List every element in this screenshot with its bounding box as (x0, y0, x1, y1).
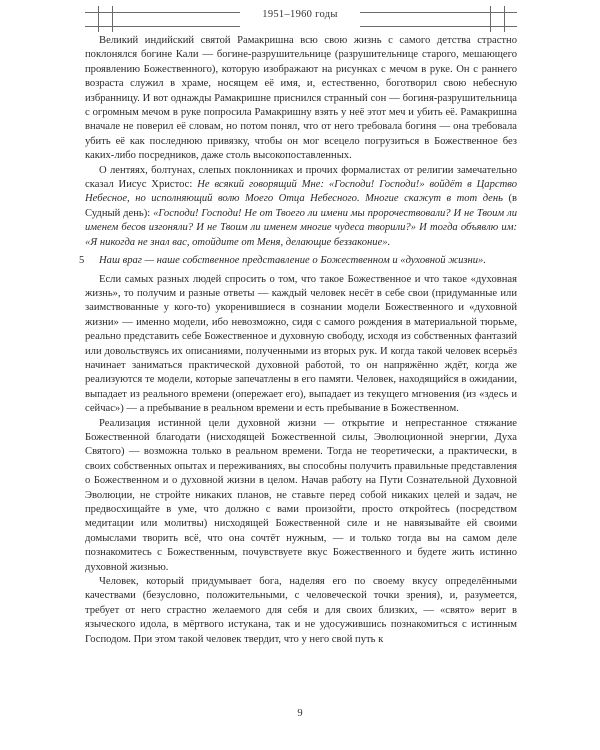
page-body (79, 34, 518, 647)
paragraph-idol: Человек, который придумывает бога, наделяя его по своему вкусу определёнными качествами (безусловно, положительными, с человеческой точки зрения), и, разумеется, требует от него страстно желаемого для себя и для своих близких, — «свято» верит в языческого идола, в мёртвого истукана, так и не удосужившись познакомиться с истинным Господом. При этом такой человек твердит, что у него свой путь к (85, 576, 517, 645)
paragraph-models: Если самых разных людей спросить о том, что такое Божественное и что такое «духовная жизнь», то получим и разные ответы — каждый человек несёт в себе свои (придуманные или заимствованные у кого-то) укоренившиеся в сознании модели Божественного и «духовной жизни» — именно модели, ибо невозможно, сидя с самого рождения в материальной тюрьме, реально представить себе Божественное и духовную свободу, исходя из собственных фантазий или довольствуясь их описаниями, полученными из вторых рук. И когда такой человек всерьёз начинает заниматься практической духовной работой, то он напряжённо ждёт, когда же реализуются те модели, которые запечатлены в его памяти. Человек, находящийся в ожидании, выпадает из реального времени (опережает его), выпадает из текущего мгновения (из «здесь и сейчас») — а пребывание в реальном времени и есть пребывание в Божественном. (85, 273, 517, 415)
header-rule-left-lower (85, 26, 240, 27)
paragraph-jesus-quote (85, 164, 517, 250)
header-rule-right-lower (360, 26, 517, 27)
thesis-text: Наш враг — наше собственное представление о Божественном и «духовной жизни». (99, 255, 486, 267)
numbered-thesis (79, 254, 517, 268)
quote-aside: (в Судный день): (85, 193, 517, 219)
thesis-number: 5 (79, 255, 85, 267)
quote-text-1: Не всякий говорящий Мне: «Господи! Господи!» войдёт в Царство Небесное, но исполняющий волю Моего Отца Небесного. Многие скажут в тот день (85, 179, 517, 205)
page-number: 9 (297, 708, 303, 719)
paragraph-realization: Реализация истинной цели духовной жизни — открытие и непрестанное стяжание Божественной благодати (нисходящей Божественной силы, Эволюционной энергии, Духа Святого) — возможна только в реальном времени. Тогда не теоретически, а практически, в своих собственных опытах и переживаниях, вы способны получить правильные представления о Божественном и о духовной жизни в целом. Начав работу на Пути Сознательной Духовной Эволюции, не стройте никаких планов, не ставьте перед собой никаких целей и задач, не предвосхищайте в уме, что должно с вами произойти, просто откройтесь (посредством медитации или молитвы) нисходящей Божественной силе и не навязывайте ей своими домыслами творить всё, что она сочтёт нужным, — и только тогда вы на самом деле познакомитесь с Божественным, почувствуете вкус Божественного и будете жить истинно духовной жизнью. (85, 417, 517, 573)
quote-text-2: «Господи! Господи! Не от Твоего ли имени мы пророчествовали? И не Твоим ли именем бесов изгоняли? И не Твоим ли именем многие чудеса творили?» И тогда объявлю им: «Я никогда не знал вас, отойдите от Меня, делающие беззаконие». (85, 207, 518, 248)
quote-intro: О лентяях, болтунах, слепых поклонниках и прочих формалистах от религии замечательно сказал Иисус Христос: (85, 164, 517, 191)
paragraph-ramakrishna: Великий индийский святой Рамакришна всю свою жизнь с самого детства страстно поклонялся богине Кали — богине-разрушительнице (разрушительнице старого, мешающего проявлению Божественного), которую изображают на рисунках с мечом в руке. Он с раннего возраста служил в храме, носящем её имя, и, естественно, боготворил свою небесную избранницу. И вот однажды Рамакришне приснился странный сон — богиня-разрушительница с огромным мечом в руке попросила Рамакришну взять у неё этот меч и убить её. Рамакришна вначале не поверил её словам, но потом понял, что от него требовала богиня — она требовала убить её как последнюю привязку, чтобы он мог всецело погрузиться в Божественное без каких-либо посредников, даже столь высокопоставленных. (85, 35, 517, 162)
running-header-title: 1951–1960 годы (262, 9, 338, 20)
